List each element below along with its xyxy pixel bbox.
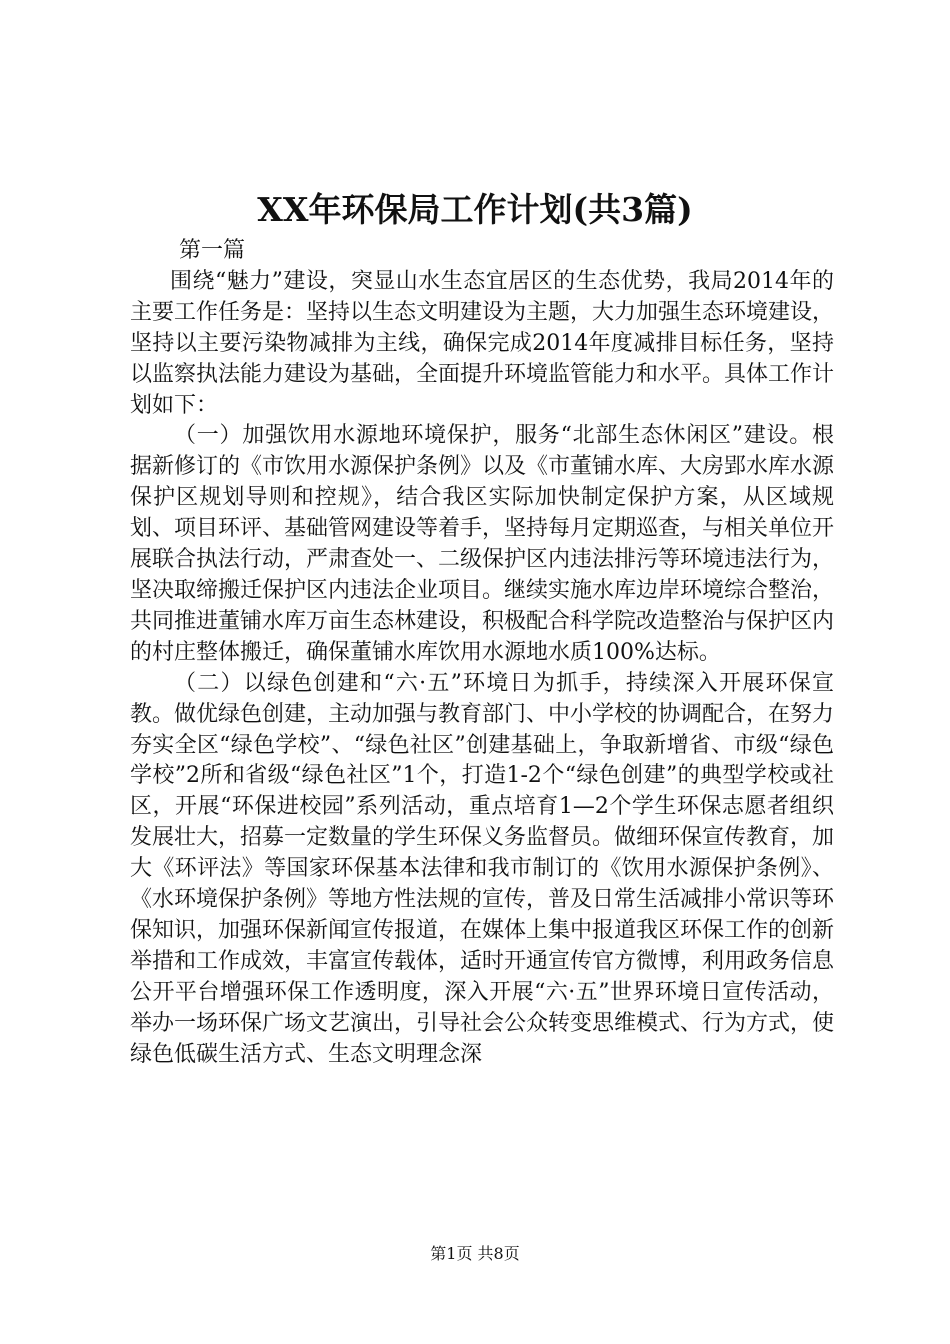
section-heading: 第一篇 [179, 238, 246, 263]
page-number-footer: 第1页 共8页 [430, 1244, 520, 1263]
document-body [130, 236, 834, 1070]
item-one-paragraph: （一）加强饮用水源地环境保护，服务“北部生态休闲区”建设。根据新修订的《市饮用水源保护条例》以及《市董铺水库、大房郢水库水源保护区规划导则和控规》，结合我区实际加快制定保护方案，从区域规划、项目环评、基础管网建设等着手，坚持每月定期巡查，与相关单位开展联合执法行动，严肃查处一、二级保护区内违法排污等环境违法行为，坚决取缔搬迁保护区内违法企业项目。继续实施水库边岸环境综合整治，共同推进董铺水库万亩生态林建设，积极配合科学院改造整治与保护区内的村庄整体搬迁，确保董铺水库饮用水源地水质100%达标。 [130, 423, 835, 665]
document-title: XX年环保局工作计划(共3篇) [257, 190, 693, 229]
intro-paragraph: 围绕“魅力”建设，突显山水生态宜居区的生态优势，我局2014年的主要工作任务是：坚持以生态文明建设为主题，大力加强生态环境建设，坚持以主要污染物减排为主线，确保完成2014年度减排目标任务，坚持以监察执法能力建设为基础，全面提升环境监管能力和水平。具体工作计划如下： [130, 268, 835, 418]
item-two-paragraph: （二）以绿色创建和“六·五”环境日为抓手，持续深入开展环保宣教。做优绿色创建，主动加强与教育部门、中小学校的协调配合，在努力夯实全区“绿色学校”、“绿色社区”创建基础上，争取新增省、市级“绿色学校”2所和省级“绿色社区”1个，打造1-2个“绿色创建”的典型学校或社区，开展“环保进校园”系列活动，重点培育1—2个学生环保志愿者组织发展壮大，招募一定数量的学生环保义务监督员。做细环保宣传教育，加大《环评法》等国家环保基本法律和我市制订的《饮用水源保护条例》、《水环境保护条例》等地方性法规的宣传，普及日常生活减排小常识等环保知识，加强环保新闻宣传报道，在媒体上集中报道我区环保工作的创新举措和工作成效，丰富宣传载体，适时开通宣传官方微博，利用政务信息公开平台增强环保工作透明度，深入开展“六·五”世界环境日宣传活动，举办一场环保广场文艺演出，引导社会公众转变思维模式、行为方式，使绿色低碳生活方式、生态文明理念深 [130, 670, 835, 1067]
